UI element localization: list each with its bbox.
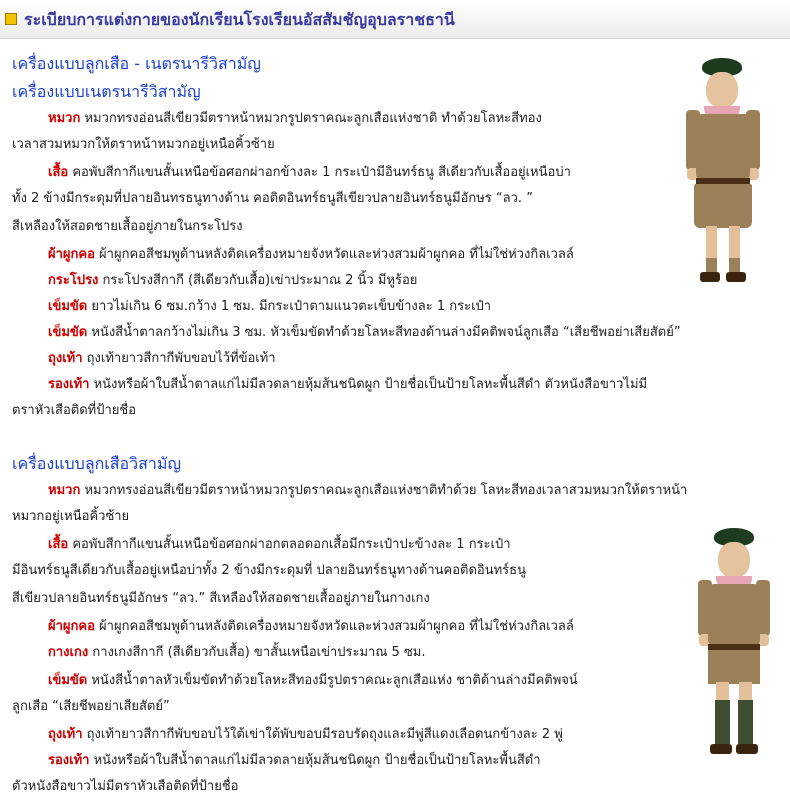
item-text: ถุงเท้ายาวสีกากีพับขอบไว้ที่ข้อเท้า — [82, 351, 276, 366]
item-text: ผ้าผูกคอสีชมพูด้านหลังติดเครื่องหมายจังหวัดและห่วงสวมผ้าผูกคอ ที่ไม่ใช่ห่วงกิลเวลล์ — [94, 619, 574, 634]
item-text: คอพับสีกากีแขนสั้นเหนือข้อศอกผ่าอกตลอดอกเสื้อมีกระเป๋าปะข้างละ 1 กระเป๋า — [68, 537, 511, 552]
item-text: ทั้ง 2 ข้างมีกระดุมที่ปลายอินทรธนูทางด้าน คอติดอินทร์ธนูสีเขียวปลายอินทร์ธนูมีอักษร “ลว. ” — [12, 191, 533, 206]
item-label: รองเท้า — [48, 377, 90, 392]
item-label: เข็มขัด — [48, 325, 88, 340]
item-line — [12, 402, 136, 420]
item-label: หมวก — [48, 483, 81, 498]
item-line — [48, 324, 681, 342]
item-label: เสื้อ — [48, 165, 69, 180]
item-text: หนังหรือผ้าใบสีน้ำตาลแก่ไม่มีลวดลายหุ้มส้นชนิดผูก ป้ายชื่อเป็นป้ายโลหะพื้นสีดำ — [89, 753, 541, 768]
item-text: ผ้าผูกคอสีชมพูด้านหลังติดเครื่องหมายจังหวัดและห่วงสวมผ้าผูกคอ ที่ไม่ใช่ห่วงกิลเวลล์ — [94, 247, 574, 262]
item-text: ตราหัวเสือติดที่ป้ายชื่อ — [12, 403, 137, 418]
item-line — [12, 136, 275, 154]
item-label: ผ้าผูกคอ — [48, 619, 95, 634]
item-label: ถุงเท้า — [48, 727, 83, 742]
item-text: คอพับสีกากีแขนสั้นเหนือข้อศอกผ่าอกข้างละ 1 กระเป๋ามีอินทร์ธนู สีเดียวกับเสื้ออยู่เหนือบ่า — [68, 165, 571, 180]
item-line — [12, 218, 243, 236]
item-text: มีอินทร์ธนูสีเดียวกับเสื้ออยู่เหนือบ่าทั้ง 2 ข้างมีกระดุมที่ ปลายอินทร์ธนูทางด้านคอติดอินทร์ธนู — [12, 563, 526, 578]
item-line — [12, 562, 526, 580]
item-line — [12, 190, 533, 208]
item-line — [48, 726, 563, 744]
item-line — [48, 672, 578, 690]
boy-scout-uniform-photo — [692, 528, 776, 760]
item-text: หนังสีน้ำตาลกว้างไม่เกิน 3 ซม. หัวเข็มขัดทำด้วยโลหะสีทองด้านล่างมีคติพจน์ลูกเสือ “เสียชีพอย่าเสียสัตย์” — [87, 325, 681, 340]
item-line — [48, 482, 687, 500]
item-label: กระโปรง — [48, 273, 99, 288]
item-label: ถุงเท้า — [48, 351, 83, 366]
item-text: ถุงเท้ายาวสีกากีพับขอบไว้ใต้เข่าใต้พับขอบมีรอบรัดถุงและมีพู่สีแดงเลือดนกข้างละ 2 พู่ — [82, 727, 563, 742]
item-line — [48, 164, 571, 182]
item-line — [48, 536, 511, 554]
item-text: หนังหรือผ้าใบสีน้ำตาลแก่ไม่มีลวดลายหุ้มส้นชนิดผูก ป้ายชื่อเป็นป้ายโลหะพื้นสีดำ ตัวหนังสือขาวไม่มี — [89, 377, 648, 392]
item-line — [12, 508, 129, 526]
item-text: สีเขียวปลายอินทร์ธนูมีอักษร “ลว.” สีเหลืองให้สอดชายเสื้ออยู่ภายในกางเกง — [12, 591, 430, 606]
bullet-square-icon — [5, 13, 17, 25]
item-line — [48, 246, 574, 264]
item-text: หมวกทรงอ่อนสีเขียวมีตราหน้าหมวกรูปตราคณะลูกเสือแห่งชาติ ทำด้วยโลหะสีทอง — [80, 111, 542, 126]
item-label: เข็มขัด — [48, 673, 88, 688]
item-line — [48, 350, 276, 368]
item-line — [48, 110, 542, 128]
item-label: เข็มขัด — [48, 299, 88, 314]
page-title: ระเบียบการแต่งกายของนักเรียนโรงเรียนอัสสัมชัญอุบลราชธานี — [24, 10, 455, 29]
item-label: ผ้าผูกคอ — [48, 247, 95, 262]
item-text: หมวกทรงอ่อนสีเขียวมีตราหน้าหมวกรูปตราคณะลูกเสือแห่งชาติทำด้วย โลหะสีทองเวลาสวมหมวกให้ตราหน้า — [80, 483, 688, 498]
item-line — [48, 298, 491, 316]
section-heading-scout-uniform: เครื่องแบบลูกเสือ - เนตรนารีวิสามัญ — [12, 54, 261, 73]
item-text: กระโปรงสีกากี (สีเดียวกับเสื้อ)เข่าประมาณ 2 นิ้ว มีหูร้อย — [98, 273, 418, 288]
item-text: เวลาสวมหมวกให้ตราหน้าหมวกอยู่เหนือคิ้วซ้าย — [12, 137, 275, 152]
item-line — [48, 644, 425, 662]
item-text: ลูกเสือ “เสียชีพอย่าเสียสัตย์” — [12, 699, 170, 714]
item-text: ยาวไม่เกิน 6 ซม.กว้าง 1 ซม. มีกระเป๋าตามแนวตะเข็บข้างละ 1 กระเป๋า — [87, 299, 492, 314]
section-heading-boy-scout: เครื่องแบบลูกเสือวิสามัญ — [12, 454, 182, 473]
item-text: ตัวหนังสือขาวไม่มีตราหัวเสือติดที่ป้ายชื่อ — [12, 779, 239, 794]
item-line — [48, 376, 647, 394]
section-heading-girl-guide: เครื่องแบบเนตรนารีวิสามัญ — [12, 82, 201, 101]
item-line — [12, 778, 238, 796]
item-label: รองเท้า — [48, 753, 90, 768]
girl-guide-uniform-photo — [680, 58, 766, 288]
item-label: เสื้อ — [48, 537, 69, 552]
item-line — [12, 698, 170, 716]
item-text: สีเหลืองให้สอดชายเสื้ออยู่ภายในกระโปรง — [12, 219, 243, 234]
item-line — [48, 272, 417, 290]
item-label: กางเกง — [48, 645, 89, 660]
page-header — [0, 0, 790, 39]
item-label: หมวก — [48, 111, 81, 126]
item-line — [12, 590, 430, 608]
item-text: หมวกอยู่เหนือคิ้วซ้าย — [12, 509, 130, 524]
item-line — [48, 618, 574, 636]
item-text: กางเกงสีกากี (สีเดียวกับเสื้อ) ขาสั้นเหนือเข่าประมาณ 5 ซม. — [88, 645, 426, 660]
item-line — [48, 752, 541, 770]
item-text: หนังสีน้ำตาลหัวเข็มขัดทำด้วยโลหะสีทองมีรูปตราคณะลูกเสือแห่ง ชาติด้านล่างมีคติพจน์ — [87, 673, 578, 688]
